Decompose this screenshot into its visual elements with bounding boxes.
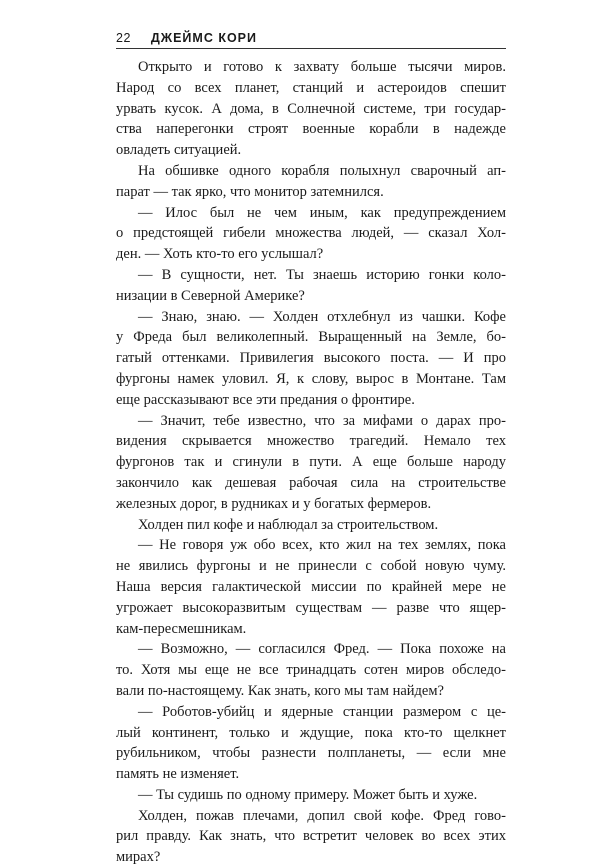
- text-line: лый континент, только и ждущие, пока кто-то щелкнет: [116, 724, 506, 741]
- text-line: фургонов так и сгинули в пути. А еще больше народу: [116, 454, 506, 471]
- text-line: у Фреда был великолепный. Выращенный на Земле, бо-: [116, 329, 506, 346]
- text-line: вали по-настоящему. Как знать, кого мы там найдем?: [116, 682, 444, 699]
- text-line: Открыто и готово к захвату больше тысячи миров.: [138, 59, 506, 75]
- text-line: не явились фургоны и не принесли с собой новую чуму.: [116, 558, 506, 575]
- text-line: урвать кусок. А дома, в Солнечной системе, три государ-: [116, 100, 506, 117]
- text-line: Холден пил кофе и наблюдал за строительством.: [138, 516, 439, 533]
- text-line: еще рассказывают все эти предания о фронтире.: [116, 391, 415, 408]
- text-line: рубильником, чтобы разнести полпланеты, — если мне: [116, 745, 506, 762]
- text-line: овладеть ситуацией.: [116, 142, 242, 159]
- text-line: — Возможно, — согласился Фред. — Пока похоже на: [138, 641, 506, 658]
- text-line: фургоны намек уловил. Я, к слову, вырос в Монтане. Там: [116, 370, 506, 387]
- text-line: о предстоящей гибели множества людей, — сказал Хол-: [116, 225, 506, 242]
- text-line: Наша версия галактической миссии по крайней мере не: [116, 578, 506, 595]
- text-line: — Значит, тебе известно, что за мифами о дарах про-: [138, 412, 506, 429]
- text-line: гатый оттенками. Привилегия высокого поста. — И про: [116, 350, 506, 367]
- text-line: На обшивке одного корабля полыхнул сварочный ап-: [138, 162, 506, 179]
- text-line: — Илос был не чем иным, как предупреждением: [138, 204, 506, 221]
- text-line: ства наперегонки строят военные корабли в надежде: [116, 121, 506, 138]
- author-name: ДЖЕЙМС КОРИ: [150, 31, 258, 45]
- text-line: — Ты судишь по одному примеру. Может быть и хуже.: [138, 786, 478, 803]
- text-line: Холден, пожав плечами, допил свой кофе. Фред гово-: [138, 807, 506, 824]
- text-line: — Знаю, знаю. — Холден отхлебнул из чашки. Кофе: [138, 308, 506, 325]
- text-line: ден. — Хоть кто-то его услышал?: [116, 246, 324, 263]
- text-line: — Не говоря уж обо всех, кто жил на тех землях, пока: [138, 537, 506, 554]
- text-line: — Роботов-убийц и ядерные станции размером с це-: [138, 703, 506, 720]
- text-line: мирах?: [116, 849, 161, 866]
- text-line: то. Хотя мы еще не все тринадцать сотен миров обследо-: [116, 662, 506, 679]
- text-line: низации в Северной Америке?: [116, 287, 305, 304]
- page-number: 22: [116, 31, 131, 45]
- header-rule: [116, 48, 506, 49]
- text-line: железных дорог, в рудниках и у богатых фермеров.: [116, 495, 432, 512]
- text-line: Народ со всех планет, станций и астероидов спешит: [116, 79, 506, 96]
- text-line: память не изменяет.: [116, 766, 240, 783]
- text-line: угрожает высокоразвитым существам — разве что ящер-: [116, 599, 506, 616]
- text-line: парат — так ярко, что монитор затемнился.: [116, 183, 384, 200]
- text-line: кам-пересмешникам.: [116, 620, 247, 637]
- text-line: закончило как дешевая рабочая сила на строительстве: [116, 474, 506, 491]
- body-text: [116, 57, 506, 868]
- text-line: рил правду. Как знать, что встретит человек во всех этих: [116, 828, 506, 845]
- text-line: видения скрывается множество трагедий. Немало тех: [116, 433, 506, 450]
- text-line: — В сущности, нет. Ты знаешь историю гонки коло-: [138, 266, 506, 283]
